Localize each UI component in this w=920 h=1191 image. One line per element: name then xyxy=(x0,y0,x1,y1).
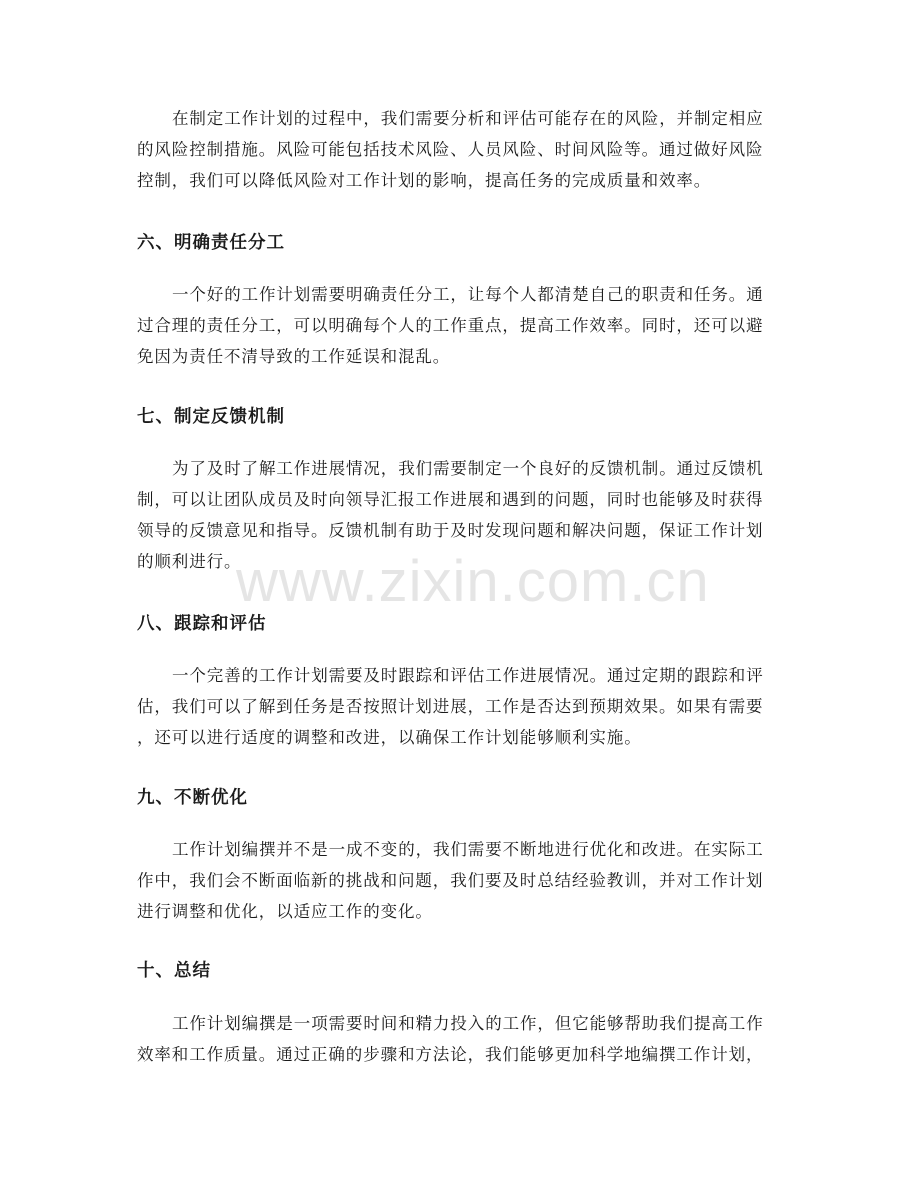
paragraph-tracking xyxy=(137,660,787,753)
paragraph-optimization xyxy=(137,834,787,927)
text-line: 工作计划编撰是一项需要时间和精力投入的工作，但它能够帮助我们提高工作 xyxy=(172,1014,764,1033)
paragraph-responsibility xyxy=(137,279,787,372)
paragraph-risk-control xyxy=(137,103,787,196)
text-line: 免因为责任不清导致的工作延误和混乱。 xyxy=(137,347,451,366)
text-line: 进行调整和优化，以适应工作的变化。 xyxy=(137,902,433,921)
section-heading-9: 九、不断优化 xyxy=(137,788,248,808)
text-line: 在制定工作计划的过程中，我们需要分析和评估可能存在的风险，并制定相应 xyxy=(172,109,764,128)
text-line: 一个好的工作计划需要明确责任分工，让每个人都清楚自己的职责和任务。通 xyxy=(172,285,764,304)
text-line: 作中，我们会不断面临新的挑战和问题，我们要及时总结经验教训，并对工作计划 xyxy=(137,871,764,890)
section-heading-6: 六、明确责任分工 xyxy=(137,233,285,253)
paragraph-feedback xyxy=(137,453,787,577)
text-line: 领导的反馈意见和指导。反馈机制有助于及时发现问题和解决问题，保证工作计划 xyxy=(137,521,764,540)
text-line: 制，可以让团队成员及时向领导汇报工作进展和遇到的问题，同时也能够及时获得 xyxy=(137,490,764,509)
text-line: 的风险控制措施。风险可能包括技术风险、人员风险、时间风险等。通过做好风险 xyxy=(137,140,764,159)
text-line: 的顺利进行。 xyxy=(137,552,242,571)
text-line: ，还可以进行适度的调整和改进，以确保工作计划能够顺利实施。 xyxy=(137,728,642,747)
text-line: 控制，我们可以降低风险对工作计划的影响，提高任务的完成质量和效率。 xyxy=(137,171,712,190)
text-line: 一个完善的工作计划需要及时跟踪和评估工作进展情况。通过定期的跟踪和评 xyxy=(172,666,764,685)
text-line: 过合理的责任分工，可以明确每个人的工作重点，提高工作效率。同时，还可以避 xyxy=(137,316,764,335)
section-heading-7: 七、制定反馈机制 xyxy=(137,407,285,427)
text-line: 为了及时了解工作进展情况，我们需要制定一个良好的反馈机制。通过反馈机 xyxy=(172,459,764,478)
section-heading-10: 十、总结 xyxy=(137,961,211,981)
watermark: www.zixin.com.cn xyxy=(236,549,710,614)
text-line: 工作计划编撰并不是一成不变的，我们需要不断地进行优化和改进。在实际工 xyxy=(172,840,764,859)
paragraph-summary xyxy=(137,1008,787,1070)
section-heading-8: 八、跟踪和评估 xyxy=(137,614,267,634)
text-line: 估，我们可以了解到任务是否按照计划进展，工作是否达到预期效果。如果有需要 xyxy=(137,697,764,716)
text-line: 效率和工作质量。通过正确的步骤和方法论，我们能够更加科学地编撰工作计划， xyxy=(137,1045,764,1064)
